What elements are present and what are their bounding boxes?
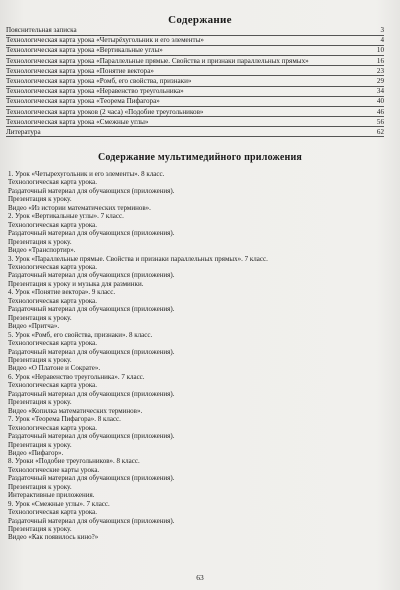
list-item: Раздаточный материал для обучающихся (приложения).	[8, 229, 175, 238]
toc-entry-text: Технологическая карта урока «Смежные углы»	[6, 117, 149, 126]
toc-entry-text: Технологическая карта урока «Неравенство треугольника»	[6, 87, 184, 96]
list-item: Раздаточный материал для обучающихся (приложения).	[8, 432, 175, 441]
toc-entry-page: 46	[376, 107, 384, 116]
multimedia-contents-title: Содержание мультимедийного приложения	[97, 152, 303, 163]
list-item: Видео «Копилка математических терминов».	[8, 406, 143, 415]
list-item: Презентация к уроку.	[8, 525, 72, 534]
list-item: 3. Урок «Параллельные прямые. Свойства и признаки параллельных прямых». 7 класс.	[8, 254, 268, 263]
list-item: Презентация к уроку.	[8, 195, 72, 204]
toc-entry	[6, 36, 384, 46]
list-item: Раздаточный материал для обучающихся (приложения).	[8, 516, 175, 525]
list-item: Видео «Как появилось кино?»	[8, 533, 99, 542]
list-item: Технологические карты урока.	[8, 465, 100, 474]
toc-entry	[6, 26, 384, 36]
toc-entry-text: Технологическая карта уроков (2 часа) «Подобие треугольников»	[6, 107, 204, 116]
list-item: Видео «Из истории математических терминов».	[8, 203, 151, 212]
contents-title: Содержание	[168, 14, 232, 26]
toc-entry-page: 4	[380, 36, 384, 45]
toc-entry-page: 16	[376, 56, 384, 65]
list-item: Технологическая карта урока.	[8, 381, 98, 390]
toc-entry-page: 34	[376, 87, 384, 96]
list-item: Технологическая карта урока.	[8, 339, 98, 348]
list-item: Презентация к уроку.	[8, 398, 72, 407]
list-item: Видео «Притча».	[8, 322, 60, 331]
toc-entry	[6, 108, 384, 118]
toc-entry-text: Технологическая карта урока «Понятие вектора»	[6, 66, 154, 75]
list-item: Раздаточный материал для обучающихся (приложения).	[8, 347, 175, 356]
list-item: Раздаточный материал для обучающихся (приложения).	[8, 389, 175, 398]
list-item: Интерактивные приложения.	[8, 491, 95, 500]
list-item: Видео «Транспортир».	[8, 246, 76, 255]
page-number: 63	[196, 573, 204, 582]
toc-entry-page: 62	[376, 127, 384, 136]
toc-entry-text: Технологическая карта урока «Ромб, его свойства, признаки»	[6, 76, 192, 85]
multimedia-contents-list	[8, 170, 378, 542]
list-item: Видео «О Платоне и Сократе».	[8, 364, 101, 373]
list-item: Видео «Пифагор».	[8, 448, 64, 457]
list-item: 8. Уроки «Подобие треугольников». 8 класс.	[8, 457, 140, 466]
list-item: 9. Урок «Смежные углы». 7 класс.	[8, 499, 110, 508]
list-item: Технологическая карта урока.	[8, 296, 98, 305]
list-item: Технологическая карта урока.	[8, 423, 98, 432]
list-item: 1. Урок «Четырехугольник и его элементы». 8 класс.	[8, 170, 165, 178]
toc-entry	[6, 77, 384, 87]
list-item: Презентация к уроку и музыка для разминки.	[8, 279, 144, 288]
toc-entry-text: Технологическая карта урока «Параллельные прямые. Свойства и признаки параллельных прямых»	[6, 56, 309, 65]
toc-entry	[6, 67, 384, 77]
toc-entry-page: 23	[376, 66, 384, 75]
list-item: Презентация к уроку.	[8, 313, 72, 322]
toc-entry-page: 3	[380, 26, 384, 34]
toc-entry	[6, 118, 384, 128]
toc-entry	[6, 46, 384, 56]
toc-entry	[6, 87, 384, 97]
list-item: Раздаточный материал для обучающихся (приложения).	[8, 186, 175, 195]
list-item: Презентация к уроку.	[8, 355, 72, 364]
table-of-contents	[6, 26, 384, 138]
toc-entry-text: Технологическая карта урока «Теорема Пифагора»	[6, 97, 160, 106]
list-item: 6. Урок «Неравенство треугольника». 7 класс.	[8, 372, 145, 381]
list-item: 4. Урок «Понятие вектора». 9 класс.	[8, 288, 116, 297]
toc-entry-text: Технологическая карта урока «Четырёхугольник и его элементы»	[6, 36, 204, 45]
list-item: Технологическая карта урока.	[8, 178, 98, 187]
toc-entry	[6, 57, 384, 67]
toc-entry-text: Пояснительная записка	[6, 26, 77, 34]
toc-entry-page: 56	[376, 117, 384, 126]
list-item: Технологическая карта урока.	[8, 220, 98, 229]
list-item: Презентация к уроку.	[8, 237, 72, 246]
toc-entry	[6, 128, 384, 138]
list-item: Раздаточный материал для обучающихся (приложения).	[8, 305, 175, 314]
toc-entry-text: Технологическая карта урока «Вертикальные углы»	[6, 46, 163, 55]
list-item: Раздаточный материал для обучающихся (приложения).	[8, 474, 175, 483]
list-item: 2. Урок «Вертикальные углы». 7 класс.	[8, 212, 124, 221]
toc-entry-page: 10	[376, 46, 384, 55]
list-item: Презентация к уроку.	[8, 440, 72, 449]
list-item: Презентация к уроку.	[8, 482, 72, 491]
toc-entry-text: Литература	[6, 127, 41, 136]
toc-entry-page: 29	[376, 76, 384, 85]
list-item: Технологическая карта урока.	[8, 262, 98, 271]
list-item: 5. Урок «Ромб, его свойства, признаки». 8 класс.	[8, 330, 153, 339]
list-item: Технологическая карта урока.	[8, 508, 98, 517]
list-item: Раздаточный материал для обучающихся (приложения).	[8, 271, 175, 280]
toc-entry-page: 40	[376, 97, 384, 106]
toc-entry	[6, 97, 384, 107]
list-item: 7. Урок «Теорема Пифагора». 8 класс.	[8, 415, 121, 424]
